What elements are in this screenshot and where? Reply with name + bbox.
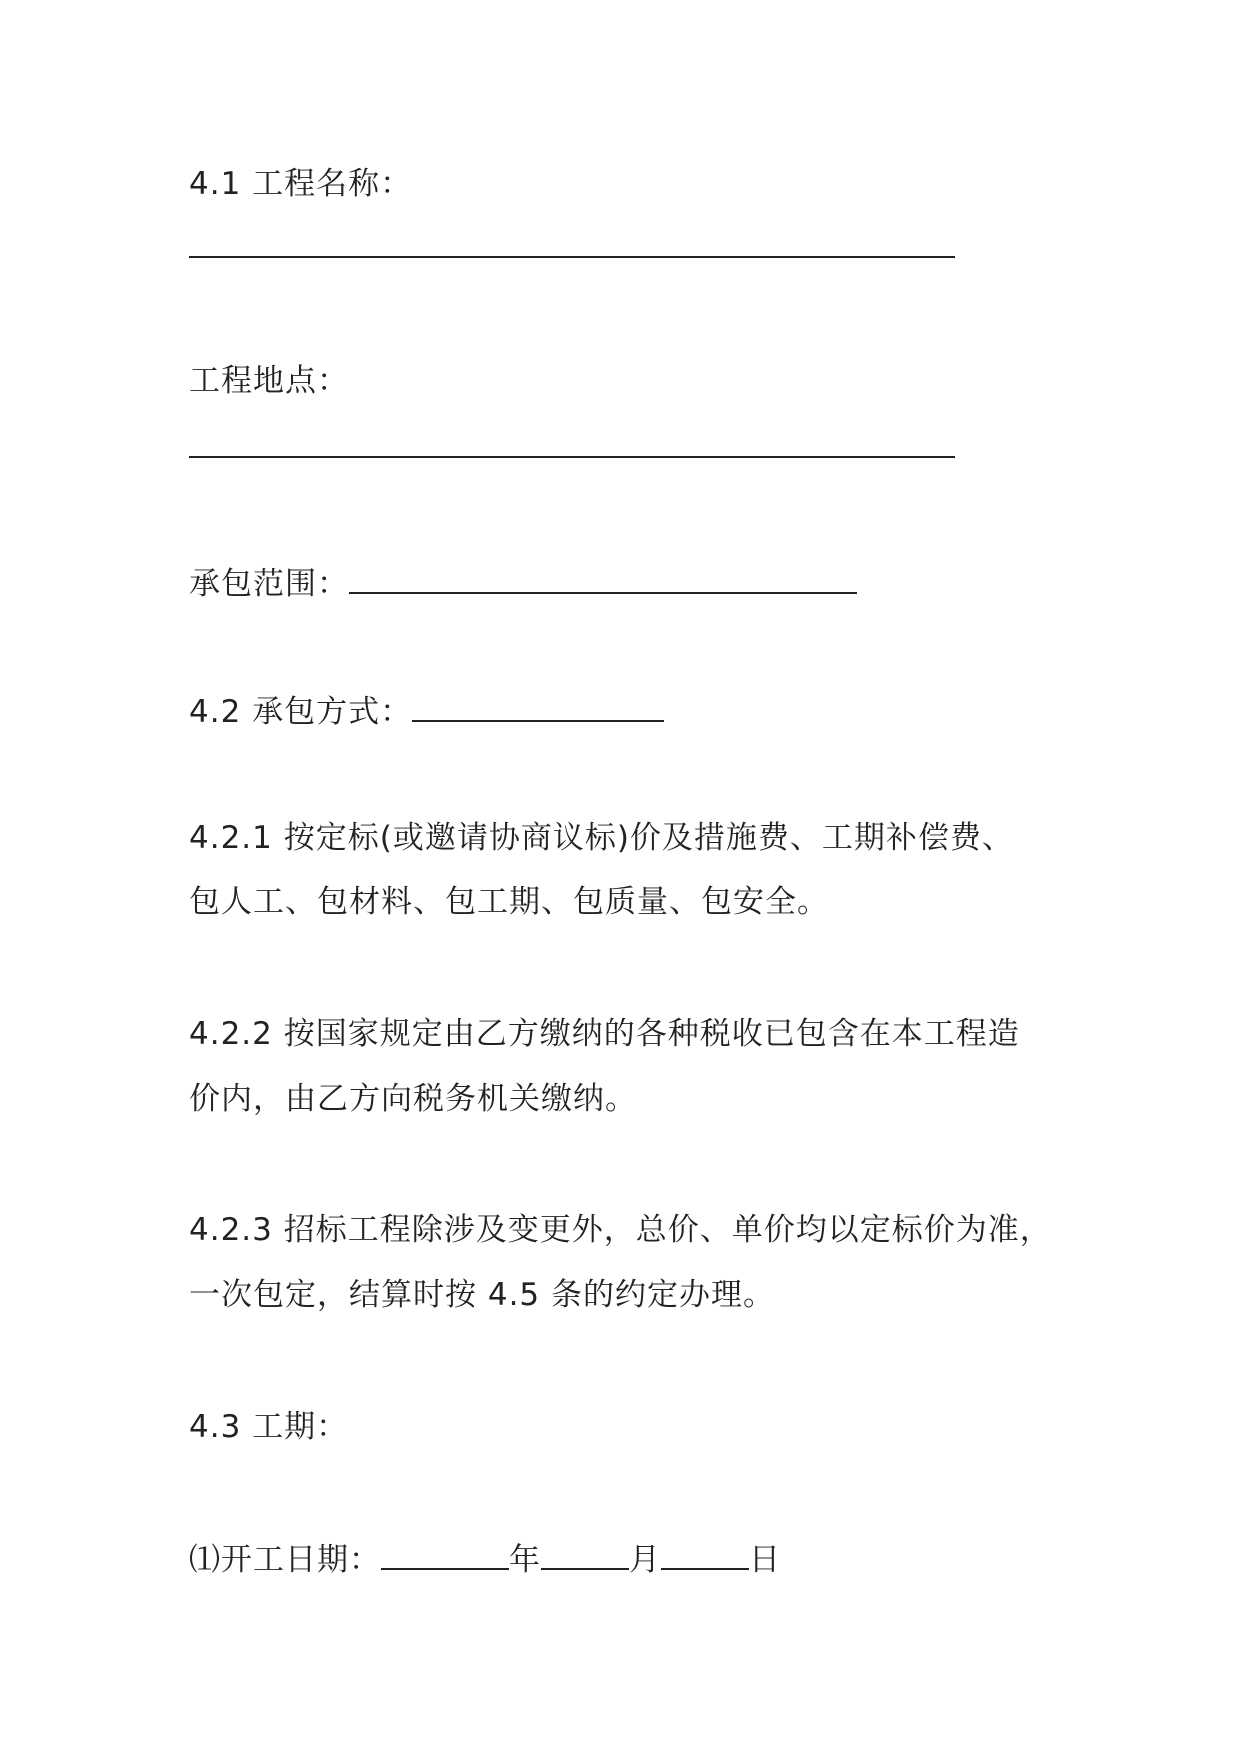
contract-scope-blank (349, 562, 857, 594)
contract-method-label: 4.2 承包方式： (189, 694, 413, 730)
contract-method-blank (412, 690, 664, 722)
month-label: 月 (629, 1542, 661, 1578)
year-label: 年 (509, 1542, 541, 1578)
contract-scope-row (189, 562, 857, 604)
section-4-2-2-line-2: 价内，由乙方向税务机关缴纳。 (189, 1081, 637, 1117)
start-month-blank (541, 1538, 629, 1570)
day-label: 日 (749, 1542, 781, 1578)
project-name-blank (189, 256, 955, 258)
start-day-blank (661, 1538, 749, 1570)
section-4-2-3-line-1: 4.2.3 招标工程除涉及变更外，总价、单价均以定标价为准， (189, 1212, 1052, 1248)
section-4-2-2-line-1: 4.2.2 按国家规定由乙方缴纳的各种税收已包含在本工程造 (189, 1016, 1020, 1052)
section-4-1-project-name-label: 4.1 工程名称： (189, 166, 413, 202)
section-4-2-1-line-2: 包人工、包材料、包工期、包质量、包安全。 (189, 884, 829, 920)
section-4-2-3-line-2: 一次包定，结算时按 4.5 条的约定办理。 (189, 1277, 776, 1313)
section-4-2-1-line-1: 4.2.1 按定标(或邀请协商议标)价及措施费、工期补偿费、 (189, 820, 1014, 856)
project-location-label: 工程地点： (189, 363, 349, 399)
start-date-row (189, 1538, 781, 1580)
section-4-3-duration-label: 4.3 工期： (189, 1409, 349, 1445)
start-year-blank (381, 1538, 509, 1570)
section-4-2-row (189, 690, 664, 732)
contract-scope-label: 承包范围： (189, 566, 349, 602)
project-location-blank (189, 456, 955, 458)
start-date-label: ⑴开工日期： (189, 1542, 381, 1578)
